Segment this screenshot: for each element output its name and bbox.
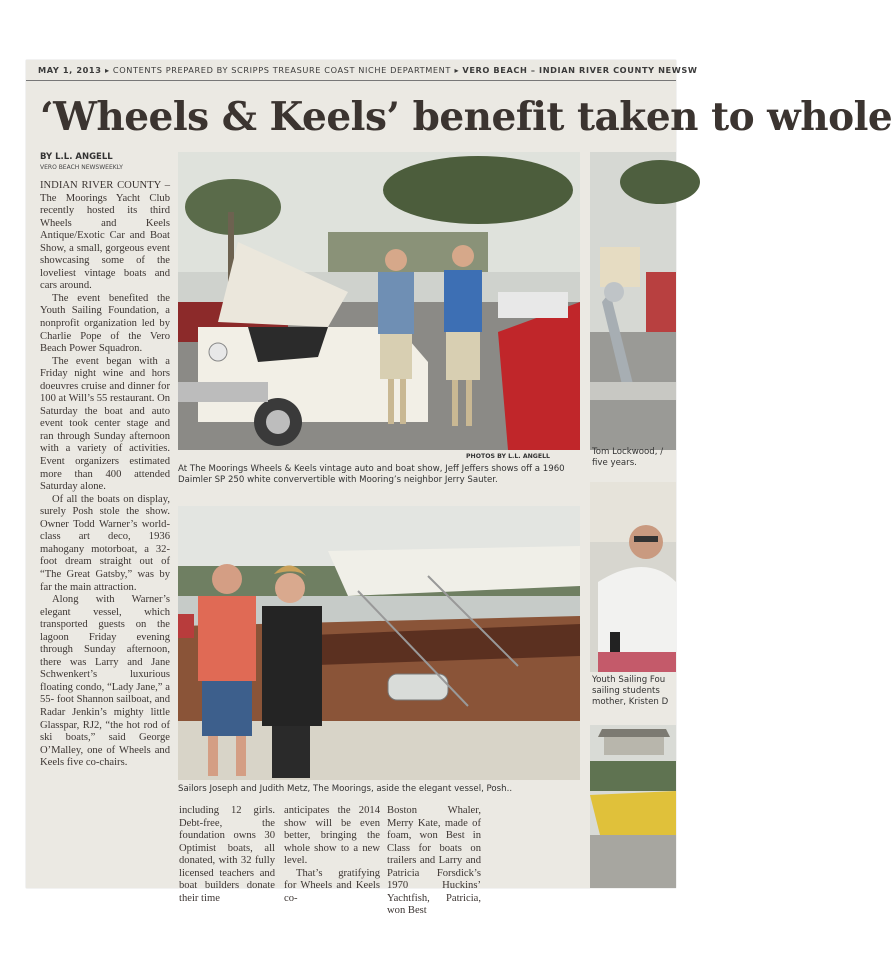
side-caption-2-line: mother, Kristen D [592,697,669,707]
top-rule [26,80,676,81]
paragraph: Of all the boats on display, surely Posh stole the show. Owner Todd Warner’s world-class art deco, 1936 mahogany motorboat, a 32-foot dream straight out of “The Great Gatsby,” was by far the main attraction. [40,493,170,593]
paragraph: The event began with a Friday night wine and hors doeuvres cruise and dinner for 100 at Will’s 55 restaurant. On Saturday the boat and auto event took center stage and ran through Sunday afternoon with a variety of activities. Event organizers estimated more than 400 attended Saturday alone. [40,355,171,493]
paragraph: including 12 girls. Debt-free, the foundation owns 30 Optimist boats, all donated, with 32 fully licensed teachers and boat builders donate their time [179,805,275,904]
side-photo-man-image [590,482,676,672]
boat-photo-caption: Sailors Joseph and Judith Metz, The Moorings, aside the elegant vessel, Posh.. [178,784,513,794]
headline: ‘Wheels & Keels’ benefit taken to whole [40,94,892,140]
article-column-2 [179,805,275,905]
paragraph: anticipates the 2014 show will be even better, bringing the whole show to a new level. [284,805,380,867]
car-photo-caption: At The Moorings Wheels & Keels vintage auto and boat show, Jeff Jeffers shows off a 1960 Daimler SP 250 white conververtible with Mooring’s neighbor Jerry Sauter. [178,464,565,485]
paragraph: Boston Whaler, Merry Kate, made of foam, won Best in Class for boats on trailers and Larry and Patricia Forsdick’s 1970 Huckins’ Yachtfish, Patricia, won Best [387,805,481,917]
side-photo-sculpture [590,152,676,450]
photo-credit: PHOTOS BY L.L. ANGELL [466,453,550,460]
side-caption-2-line: Youth Sailing Fou [592,675,666,685]
dateline-section: VERO BEACH – INDIAN RIVER COUNTY NEWSW [462,65,698,75]
boat-photo [178,506,580,780]
article-column-3 [284,805,380,905]
article-column-1 [40,180,170,770]
byline-publication: VERO BEACH NEWSWEEKLY [40,164,123,171]
side-caption-2 [592,675,676,708]
side-caption-1-line: Tom Lockwood, / [592,447,664,457]
side-photo-man [590,482,676,672]
dateline: MAY 1, 2013 ▸ CONTENTS PREPARED BY SCRIPPS TREASURE COAST NICHE DEPARTMENT ▸ VERO BEACH – INDIAN RIVER COUNTY NEWSW [38,65,698,75]
paragraph: The event benefited the Youth Sailing Foundation, a nonprofit organization led by Charlie Pope of the Vero Beach Power Squadron. [40,292,170,355]
side-caption-1-line: five years. [592,458,637,468]
side-caption-2-line: sailing students [592,686,660,696]
article-column-4 [387,805,481,918]
paragraph: INDIAN RIVER COUNTY – The Moorings Yacht Club recently hosted its third Wheels and Keels Antique/Exotic Car and Boat Show, a small, gorgeous event showcasing some of the loveliest vintage boats and cars around. [40,180,170,292]
byline: BY L.L. ANGELL [40,152,113,162]
paragraph: That’s gratifying for Wheels and Keels co- [284,867,380,904]
car-photo-image [178,152,580,450]
side-caption-1 [592,447,676,469]
newspaper-clipping [26,60,892,917]
paragraph: Along with Warner’s elegant vessel, which transported guests on the lagoon Friday evening through Sunday afternoon, there was Larry and Jane Schwenkert’s luxurious floating condo, “Lady Jane,” a 55- foot Shannon sailboat, and Radar Jenkin’s mighty little Glasspar, RJ2, “the hot rod of ski boats,” said George O’Malley, one of Wheels and Keels five co-chairs. [40,594,170,769]
boat-photo-image [178,506,580,780]
dateline-date: MAY 1, 2013 [38,65,102,75]
side-photo-sculpture-image [590,152,676,450]
dateline-contents: CONTENTS PREPARED BY SCRIPPS TREASURE COAST NICHE DEPARTMENT [112,65,452,75]
car-photo [178,152,580,450]
side-photo-boat-image [590,725,676,888]
side-photo-boat [590,725,676,888]
